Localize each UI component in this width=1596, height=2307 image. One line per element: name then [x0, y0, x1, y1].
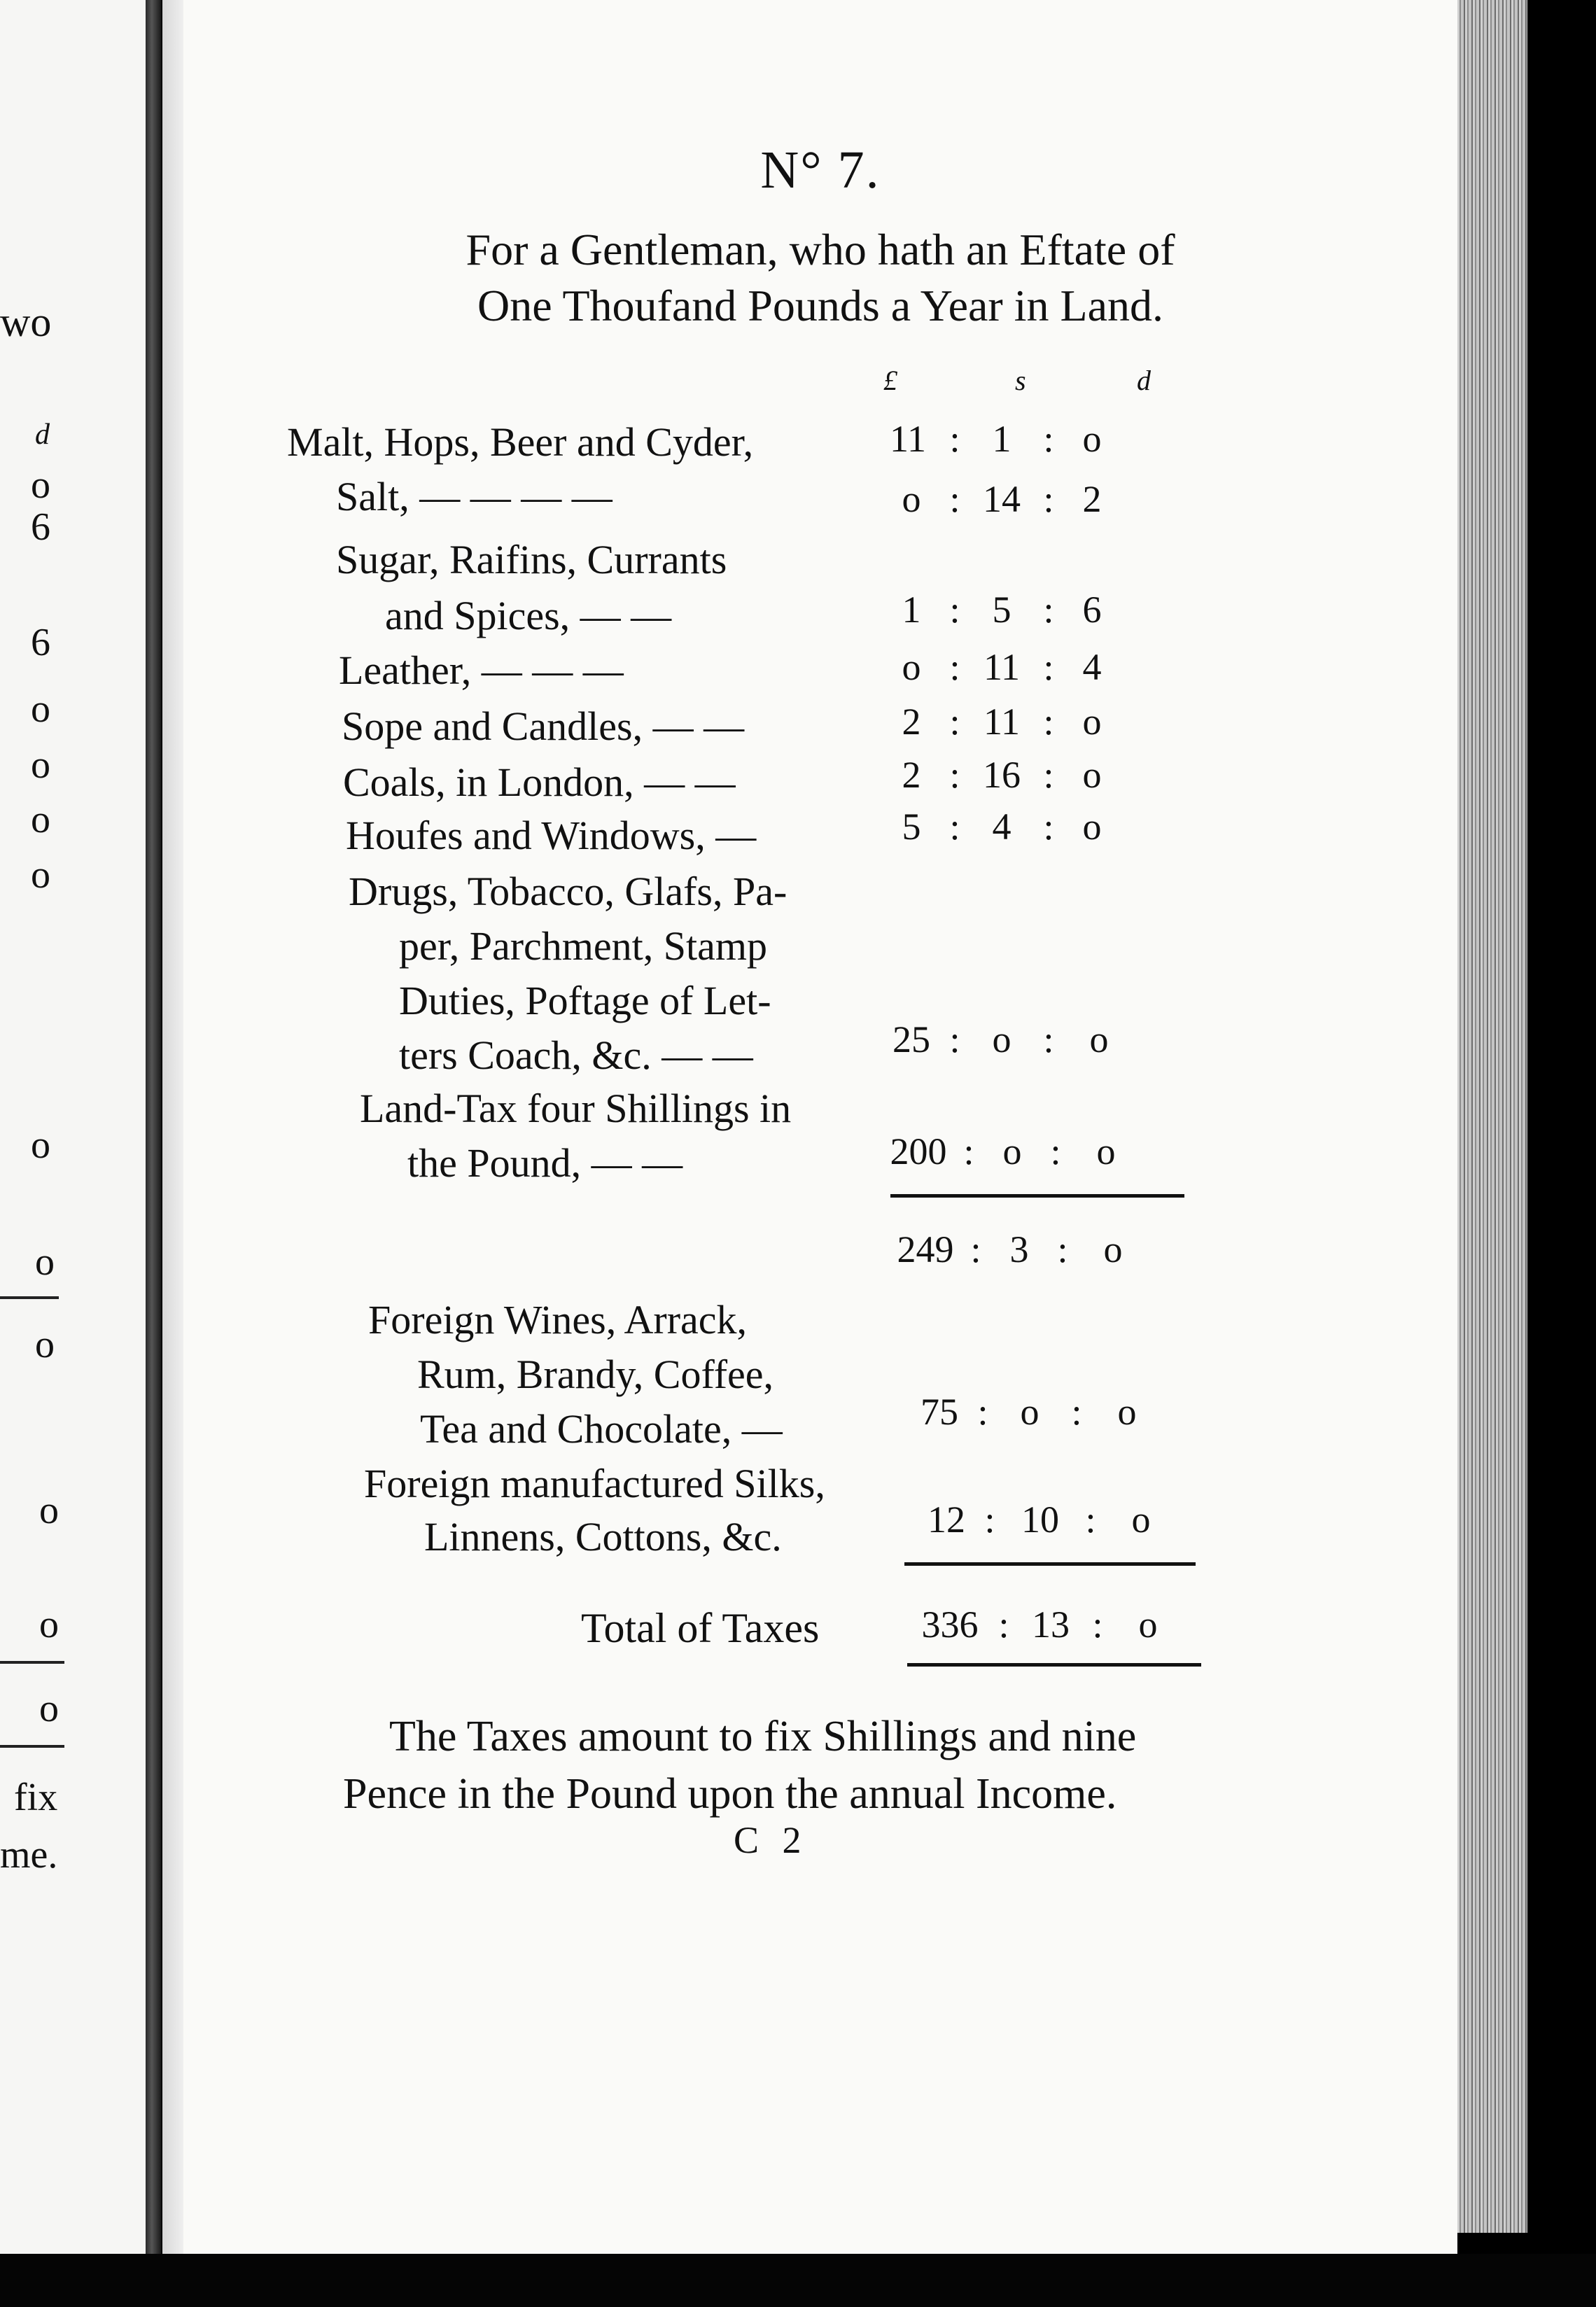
- amount-shillings: o: [992, 1018, 1011, 1060]
- item-amount: 2 : 16 : o: [883, 753, 1120, 797]
- amount-pounds: 336: [921, 1604, 979, 1646]
- col-head-pounds: £: [883, 365, 897, 396]
- amount-pence: 4: [1082, 646, 1102, 688]
- amount-shillings: 5: [992, 589, 1011, 631]
- foreign-item-label: Tea and Chocolate, —: [420, 1406, 783, 1452]
- amount-pounds: 2: [902, 701, 921, 743]
- amount-pounds: 2: [902, 754, 921, 796]
- amount-shillings: 3: [1009, 1228, 1029, 1270]
- item-label: Sope and Candles, — —: [342, 703, 745, 749]
- item-amount: o : 14 : 2: [883, 477, 1120, 521]
- amount-pence: o: [1089, 1018, 1109, 1060]
- foreign-item-label: Foreign Wines, Arrack,: [368, 1297, 748, 1342]
- amount-pence: o: [1082, 754, 1102, 796]
- col-head-shillings: s: [1015, 365, 1026, 396]
- amount-shillings: o: [1002, 1130, 1022, 1172]
- amount-pence: o: [1082, 806, 1102, 848]
- facing-page-rule: [0, 1661, 64, 1664]
- facing-page-word: me.: [0, 1833, 58, 1877]
- item-label: Land-Tax four Shillings in: [360, 1086, 792, 1131]
- title-line-2: One Thoufand Pounds a Year in Land.: [477, 281, 1164, 330]
- page-heading: N° 7.: [760, 141, 881, 199]
- amount-pence: 6: [1082, 589, 1102, 631]
- amount-pence: o: [1082, 701, 1102, 743]
- item-amount: 5 : 4 : o: [883, 805, 1120, 848]
- amount-pounds: 11: [890, 418, 926, 460]
- amount-pence: o: [1096, 1130, 1116, 1172]
- amount-pounds: 200: [890, 1130, 947, 1172]
- facing-page-word: fix: [14, 1776, 58, 1819]
- item-label: Salt, — — — —: [336, 474, 612, 519]
- item-label: Sugar, Raifins, Currants: [336, 537, 727, 582]
- amount-pence: o: [1131, 1499, 1151, 1541]
- total-amount: 336 : 13 : o: [911, 1603, 1183, 1646]
- facing-page-value: 6: [31, 505, 50, 549]
- amount-shillings: 11: [983, 646, 1020, 688]
- amount-pence: o: [1103, 1228, 1123, 1270]
- item-amount: o : 11 : 4: [883, 645, 1120, 689]
- subtotal-amount: 249 : 3 : o: [890, 1228, 1148, 1271]
- item-label: and Spices, — —: [385, 593, 672, 638]
- facing-page-value: o: [35, 1240, 55, 1284]
- amount-pounds: o: [902, 478, 921, 520]
- foreign-item-amount: 75 : o : o: [911, 1390, 1162, 1433]
- total-label: Total of Taxes: [581, 1605, 820, 1651]
- item-amount: 200 : o : o: [883, 1130, 1141, 1173]
- item-amount: 1 : 5 : 6: [883, 588, 1120, 631]
- item-label: ters Coach, &c. — —: [399, 1032, 753, 1078]
- amount-pounds: 1: [902, 589, 921, 631]
- amount-pounds: 25: [892, 1018, 930, 1060]
- item-label: Coals, in London, — —: [343, 759, 736, 805]
- scan-bottom-border: [0, 2254, 1596, 2307]
- foreign-item-label: Rum, Brandy, Coffee,: [417, 1352, 774, 1397]
- amount-pence: o: [1117, 1391, 1137, 1433]
- total-rule: [904, 1562, 1196, 1566]
- amount-pence: o: [1082, 418, 1102, 460]
- page-block-edge: [1457, 0, 1527, 2233]
- amount-shillings: 4: [992, 806, 1011, 848]
- item-label: Drugs, Tobacco, Glafs, Pa-: [349, 869, 788, 914]
- amount-pounds: 75: [920, 1391, 958, 1433]
- amount-shillings: 14: [983, 478, 1021, 520]
- facing-page: [0, 0, 148, 2307]
- amount-pounds: o: [902, 646, 921, 688]
- item-label: per, Parchment, Stamp: [399, 923, 767, 969]
- amount-shillings: 10: [1021, 1499, 1059, 1541]
- facing-page-value: o: [39, 1687, 59, 1730]
- item-label: Houfes and Windows, —: [346, 813, 757, 858]
- book-gutter: [146, 0, 161, 2307]
- item-amount: 2 : 11 : o: [883, 700, 1120, 743]
- facing-page-value: o: [31, 463, 50, 507]
- amount-pence: 2: [1082, 478, 1102, 520]
- col-head-pence: d: [1137, 365, 1151, 396]
- facing-page-value: o: [31, 687, 50, 731]
- facing-page-value: 6: [31, 621, 50, 664]
- page-inner-margin: [162, 0, 183, 2307]
- amount-shillings: 1: [992, 418, 1011, 460]
- foreign-item-label: Foreign manufactured Silks,: [364, 1461, 825, 1506]
- tax-table-page: [183, 0, 1457, 2254]
- facing-page-value: o: [31, 743, 50, 787]
- item-amount: 25 : o : o: [883, 1018, 1134, 1061]
- item-amount: 11 : 1 : o: [876, 417, 1120, 461]
- amount-shillings: 13: [1032, 1604, 1070, 1646]
- facing-page-rule: [0, 1296, 59, 1299]
- amount-shillings: 11: [983, 701, 1020, 743]
- amount-pence: o: [1138, 1604, 1158, 1646]
- item-label: the Pound, — —: [407, 1140, 683, 1186]
- amount-pounds: 5: [902, 806, 921, 848]
- amount-pounds: 249: [897, 1228, 954, 1270]
- facing-page-value: o: [31, 798, 50, 841]
- summary-line-2: Pence in the Pound upon the annual Income.: [343, 1770, 1117, 1818]
- facing-page-value: o: [39, 1603, 59, 1646]
- foreign-item-amount: 12 : 10 : o: [918, 1498, 1176, 1541]
- facing-page-value: o: [31, 853, 50, 897]
- facing-page-col-head: d: [35, 419, 50, 451]
- facing-page-value: o: [35, 1323, 55, 1366]
- facing-page-rule: [0, 1745, 64, 1748]
- foreign-item-label: Linnens, Cottons, &c.: [424, 1514, 782, 1559]
- facing-page-word: wo: [0, 299, 52, 345]
- amount-pounds: 12: [927, 1499, 965, 1541]
- title-line-1: For a Gentleman, who hath an Eftate of: [465, 225, 1175, 274]
- facing-page-value: o: [31, 1123, 50, 1167]
- item-label: Duties, Poftage of Let-: [399, 978, 771, 1023]
- amount-shillings: 16: [983, 754, 1021, 796]
- item-label: Leather, — — —: [339, 647, 624, 693]
- facing-page-value: o: [39, 1489, 59, 1532]
- summary-line-1: The Taxes amount to fix Shillings and nine: [389, 1713, 1137, 1760]
- amount-shillings: o: [1020, 1391, 1040, 1433]
- signature-mark: C 2: [734, 1819, 808, 1861]
- total-double-rule: [907, 1663, 1201, 1667]
- item-label: Malt, Hops, Beer and Cyder,: [287, 419, 754, 465]
- subtotal-rule: [890, 1194, 1184, 1198]
